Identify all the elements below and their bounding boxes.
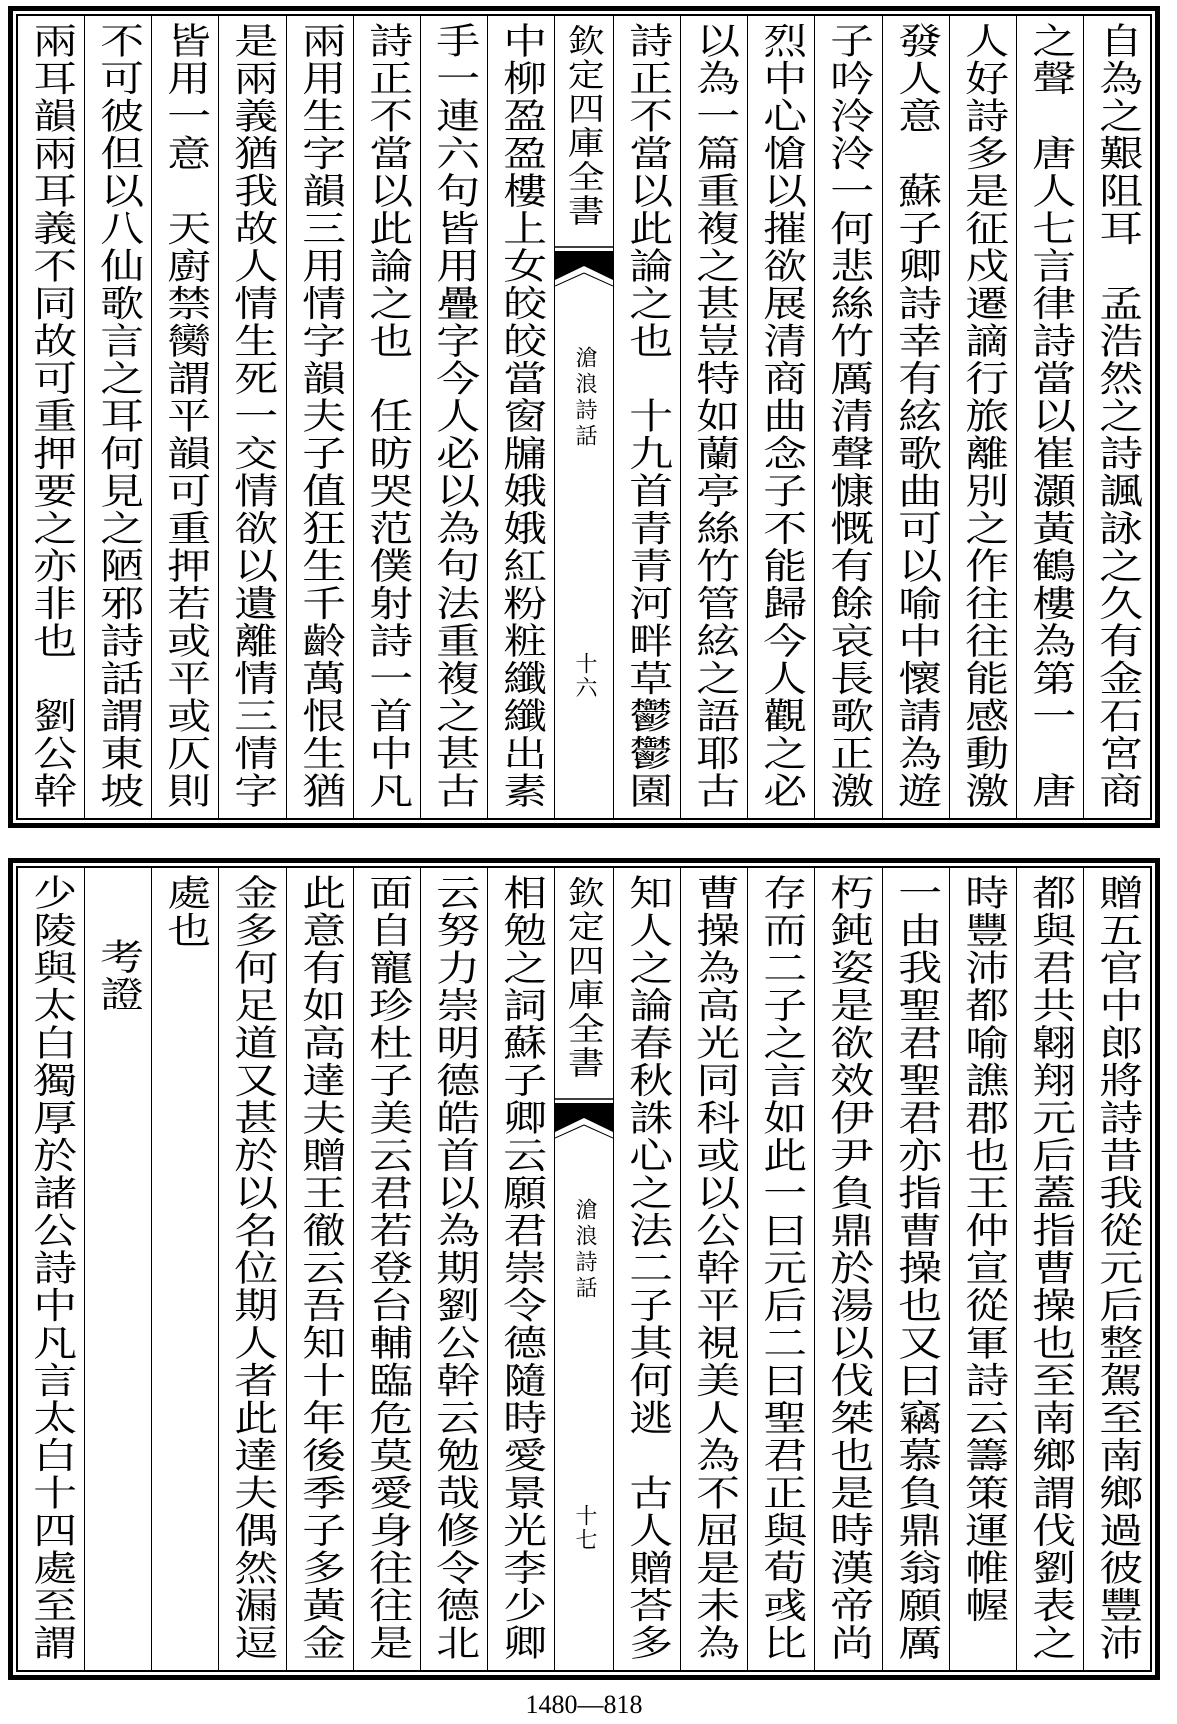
column-text: 詩正不當以此論之也 任昉哭范僕射詩一首中凡 bbox=[362, 22, 413, 810]
work-title: 滄浪詩話 bbox=[572, 346, 597, 450]
column-text: 云努力崇明德皓首以為期劉公幹云勉哉修令德北 bbox=[429, 874, 480, 1662]
column-text: 以為一篇重複之甚豈特如蘭亭絲竹管絃之語耶古 bbox=[689, 22, 740, 810]
column-text: 曹操為高光同科或以公幹平視美人為不屈是未為 bbox=[689, 874, 740, 1662]
text-column bbox=[613, 16, 680, 818]
column-text: 都與君共翺翔元后蓋指曹操也至南鄉謂伐劉表之 bbox=[1025, 874, 1076, 1662]
text-column bbox=[420, 868, 487, 1670]
text-column bbox=[1016, 868, 1083, 1670]
column-text: 兩用生字韻三用情字韻夫子值狂生千齡萬恨生猶 bbox=[295, 22, 346, 810]
page-frame bbox=[16, 866, 1152, 1672]
text-column bbox=[487, 16, 554, 818]
column-text: 詩正不當以此論之也 十九首青青河畔草鬱鬱園 bbox=[622, 22, 673, 810]
page-top bbox=[8, 6, 1160, 828]
column-text: 少陵與太白獨厚於諸公詩中凡言太白十四處至謂 bbox=[26, 874, 77, 1662]
text-column bbox=[747, 16, 814, 818]
text-column bbox=[218, 16, 285, 818]
column-text: 相勉之詞蘇子卿云願君崇令德隨時愛景光李少卿 bbox=[496, 874, 547, 1662]
column-text: 子吟泠泠一何悲絲竹厲清聲慷慨有餘哀長歌正激 bbox=[824, 22, 875, 810]
column-text: 存而二子之言如此一曰元后二曰聖君正與荀彧比 bbox=[756, 874, 807, 1662]
text-column bbox=[151, 16, 218, 818]
fold-center-column bbox=[554, 16, 613, 818]
text-column bbox=[84, 16, 151, 818]
column-text: 皆用一意 天廚禁臠謂平韻可重押若或平或仄則 bbox=[160, 22, 211, 810]
text-column bbox=[218, 868, 285, 1670]
text-column bbox=[353, 868, 420, 1670]
column-text: 烈中心愴以摧欲展清商曲念子不能歸今人觀之必 bbox=[756, 22, 807, 810]
text-column bbox=[949, 16, 1016, 818]
text-column bbox=[353, 16, 420, 818]
column-text: 手一連六句皆用疊字今人必以為句法重複之甚古 bbox=[429, 22, 480, 810]
text-column bbox=[814, 16, 881, 818]
text-column bbox=[814, 868, 881, 1670]
page-bottom bbox=[8, 858, 1160, 1680]
column-text: 朽鈍姿是欲效伊尹負鼎於湯以伐桀也是時漢帝尚 bbox=[824, 874, 875, 1662]
text-column bbox=[747, 868, 814, 1670]
column-text: 人好詩多是征戍遷謫行旅離別之作往往能感動激 bbox=[958, 22, 1009, 810]
column-text: 之聲 唐人七言律詩當以崔灝黃鶴樓為第一 唐 bbox=[1025, 22, 1076, 810]
text-column bbox=[487, 868, 554, 1670]
work-title: 滄浪詩話 bbox=[572, 1198, 597, 1302]
section-heading: 考證 bbox=[93, 938, 144, 1013]
column-text: 兩耳韻兩耳義不同故可重押要之亦非也 劉公幹 bbox=[26, 22, 77, 810]
column-text: 不可彼但以八仙歌言之耳何見之陋邪詩話謂東坡 bbox=[93, 22, 144, 810]
column-text: 一由我聖君聖君亦指曹操也又曰竊慕負鼎翁願厲 bbox=[891, 874, 942, 1662]
text-column bbox=[882, 868, 949, 1670]
text-column bbox=[1083, 868, 1150, 1670]
page-frame bbox=[16, 14, 1152, 820]
fish-tail-icon bbox=[555, 246, 613, 294]
page-code: 1480—818 bbox=[525, 1690, 643, 1719]
leaf-number: 十七 bbox=[572, 1504, 597, 1552]
text-column bbox=[882, 16, 949, 818]
text-column bbox=[286, 16, 353, 818]
leaf-number: 十六 bbox=[572, 652, 597, 700]
column-text: 處也 bbox=[160, 874, 211, 949]
text-column bbox=[18, 868, 84, 1670]
fold-center-column bbox=[554, 868, 613, 1670]
book-title: 欽定四庫全書 bbox=[562, 24, 606, 228]
text-column bbox=[680, 16, 747, 818]
fish-tail-icon bbox=[555, 1098, 613, 1146]
column-text: 發人意 蘇子卿詩幸有絃歌曲可以喻中懷請為遊 bbox=[891, 22, 942, 810]
column-text: 時豐沛都喻譙郡也王仲宣從軍詩云籌策運帷幄 bbox=[958, 874, 1009, 1624]
text-column bbox=[680, 868, 747, 1670]
text-column bbox=[420, 16, 487, 818]
text-column bbox=[613, 868, 680, 1670]
column-text: 中柳盈盈樓上女皎皎當窗牖娥娥紅粉粧纖纖出素 bbox=[496, 22, 547, 810]
text-column bbox=[1083, 16, 1150, 818]
column-text: 知人之論春秋誅心之法二子其何逃 古人贈荅多 bbox=[622, 874, 673, 1662]
column-text: 是兩義猶我故人情生死一交情欲以遺離情三情字 bbox=[228, 22, 279, 810]
text-column bbox=[151, 868, 218, 1670]
text-column bbox=[1016, 16, 1083, 818]
column-text: 面自寵珍杜子美云君若登台輔臨危莫愛身往往是 bbox=[362, 874, 413, 1662]
text-column bbox=[949, 868, 1016, 1670]
section-heading-column bbox=[84, 868, 151, 1670]
text-column bbox=[18, 16, 84, 818]
column-text: 金多何足道又甚於以名位期人者此達夫偶然漏逗 bbox=[228, 874, 279, 1662]
text-column bbox=[286, 868, 353, 1670]
book-title: 欽定四庫全書 bbox=[562, 876, 606, 1080]
column-text: 此意有如高達夫贈王徹云吾知十年後季子多黃金 bbox=[295, 874, 346, 1662]
column-text: 自為之艱阻耳 孟浩然之詩諷詠之久有金石宮商 bbox=[1092, 22, 1143, 810]
column-text: 贈五官中郎將詩昔我從元后整駕至南鄉過彼豐沛 bbox=[1092, 874, 1143, 1662]
